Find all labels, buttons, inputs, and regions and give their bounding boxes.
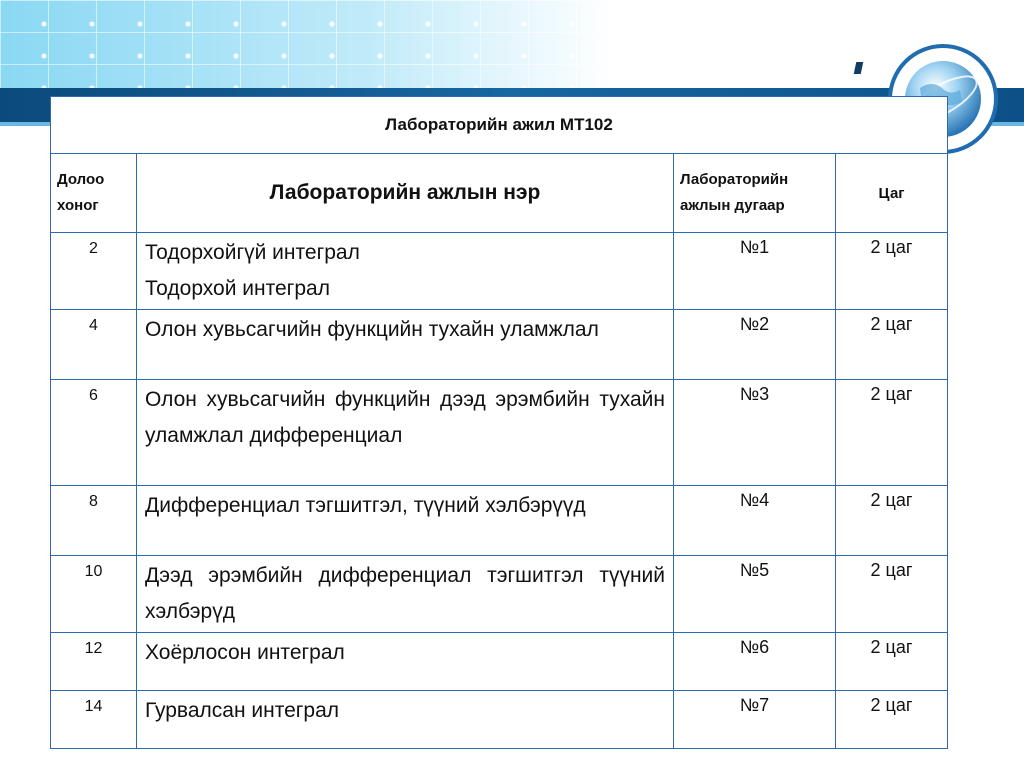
lab-number-cell: №2 [674, 310, 836, 380]
week-cell: 2 [51, 233, 137, 310]
lab-name-line: Тодорхойгүй интеграл [145, 241, 360, 264]
table-row [51, 633, 948, 691]
lab-name-line: Тодорхой интеграл [145, 277, 330, 300]
table-row [51, 691, 948, 749]
table-row [51, 233, 948, 310]
lab-name-cell: Дээд эрэмбийн дифференциал тэгшитгэл түүний хэлбэрүд [137, 556, 674, 633]
hours-cell: 2 цаг [836, 233, 948, 310]
lab-number-cell: №1 [674, 233, 836, 310]
hours-cell: 2 цаг [836, 310, 948, 380]
table-row [51, 486, 948, 556]
table-title-row [51, 97, 948, 154]
week-cell: 4 [51, 310, 137, 380]
header-number-line: ажлын дугаар [680, 197, 785, 214]
week-cell: 6 [51, 380, 137, 486]
week-cell: 12 [51, 633, 137, 691]
header-lab-number [674, 154, 836, 233]
lab-name-cell: Гурвалсан интеграл [137, 691, 674, 749]
table-row [51, 310, 948, 380]
lab-schedule-table [50, 96, 948, 749]
lab-name-cell: Дифференциал тэгшитгэл, түүний хэлбэрүүд [137, 486, 674, 556]
header-banner [0, 0, 1024, 95]
table-title: Лабораторийн ажил MT102 [51, 97, 948, 154]
table-header-row [51, 154, 948, 233]
header-number-line: Лабораторийн [680, 171, 789, 188]
table-row [51, 556, 948, 633]
hours-cell: 2 цаг [836, 486, 948, 556]
hours-cell: 2 цаг [836, 691, 948, 749]
header-lab-name: Лабораторийн ажлын нэр [137, 154, 674, 233]
hours-cell: 2 цаг [836, 556, 948, 633]
week-cell: 8 [51, 486, 137, 556]
header-week-line: Долоо [57, 171, 105, 188]
lab-number-cell: №3 [674, 380, 836, 486]
lab-name-cell: Олон хувьсагчийн функцийн тухайн уламжлал [137, 310, 674, 380]
hours-cell: 2 цаг [836, 380, 948, 486]
table-row [51, 380, 948, 486]
lab-number-cell: №7 [674, 691, 836, 749]
week-cell: 10 [51, 556, 137, 633]
banner-dots-pattern [0, 0, 1024, 95]
lab-number-cell: №5 [674, 556, 836, 633]
lab-name-cell [137, 233, 674, 310]
header-hours: Цаг [836, 154, 948, 233]
header-week-line: хоног [57, 197, 99, 214]
lab-name-cell: Хоёрлосон интеграл [137, 633, 674, 691]
hours-cell: 2 цаг [836, 633, 948, 691]
lab-number-cell: №4 [674, 486, 836, 556]
lab-name-cell: Олон хувьсагчийн функцийн дээд эрэмбийн тухайн уламжлал дифференциал [137, 380, 674, 486]
header-week [51, 154, 137, 233]
lab-number-cell: №6 [674, 633, 836, 691]
week-cell: 14 [51, 691, 137, 749]
